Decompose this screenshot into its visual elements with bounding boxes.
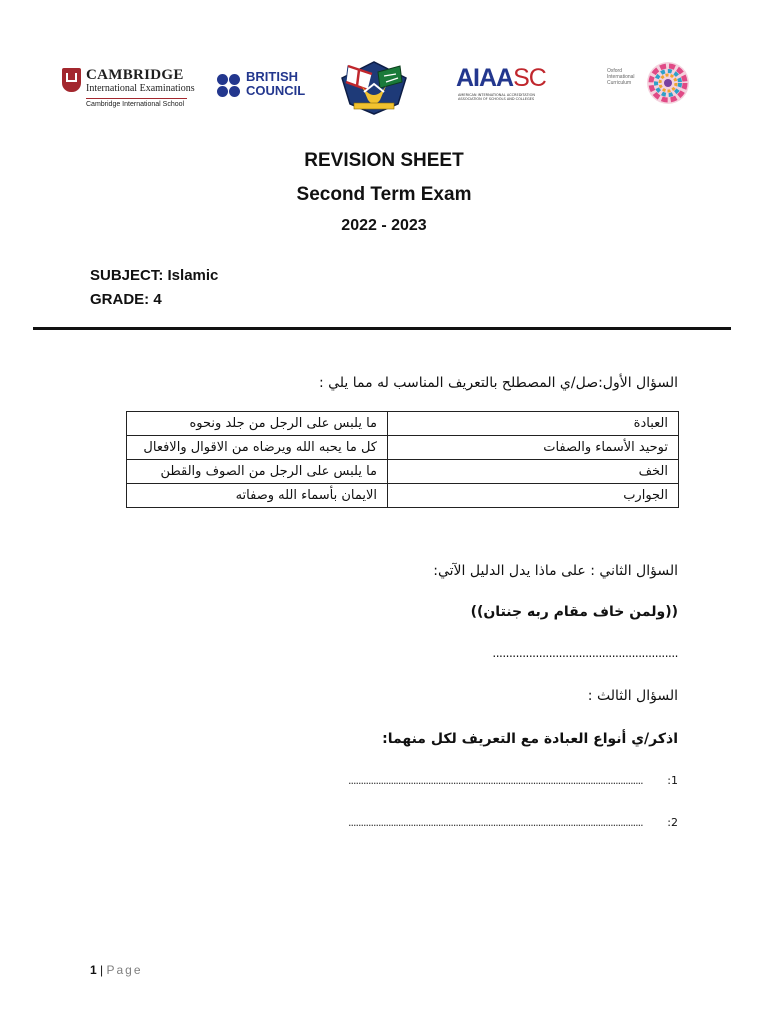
cambridge-divider	[86, 98, 187, 99]
page-footer	[90, 963, 143, 977]
page-label: Page	[106, 963, 143, 977]
subject-label: SUBJECT: Islamic	[90, 267, 219, 284]
british-council-dots-icon	[217, 72, 242, 99]
school-crest-icon	[334, 56, 414, 118]
aiaasc-wordmark: AIAASC	[456, 64, 546, 92]
answer-number-2: :2	[667, 816, 678, 829]
table-row	[127, 460, 679, 484]
answer-number-1: :1	[667, 774, 678, 787]
table-cell-definition: الايمان بأسماء الله وصفاته	[127, 484, 388, 508]
table-row	[127, 436, 679, 460]
question-2-prompt: السؤال الثاني : على ماذا يدل الدليل الآتي:	[433, 563, 678, 579]
question-1-prompt: السؤال الأول:صل/ي المصطلح بالتعريف المناسب له مما يلي :	[318, 375, 678, 391]
matching-table	[126, 411, 679, 508]
academic-year: 2022 - 2023	[341, 217, 427, 234]
grade-label: GRADE: 4	[90, 291, 162, 308]
footer-separator: |	[96, 963, 107, 977]
header-divider	[33, 327, 731, 330]
cambridge-school-name: Cambridge International School	[86, 101, 185, 108]
question-2-answer-line: ........................................................	[492, 646, 678, 660]
table-cell-definition: كل ما يحبه الله ويرضاه من الاقوال والافعال	[127, 436, 388, 460]
british-council-logo	[217, 70, 313, 104]
table-cell-definition: ما يلبس على الرجل من الصوف والقطن	[127, 460, 388, 484]
table-cell-term: الجوارب	[388, 484, 679, 508]
page-number: 1	[90, 963, 97, 977]
question-3-prompt: السؤال الثالث :	[587, 688, 678, 704]
table-row	[127, 412, 679, 436]
table-cell-definition: ما يلبس على الرجل من جلد ونحوه	[127, 412, 388, 436]
table-row	[127, 484, 679, 508]
oxford-curriculum-logo	[607, 60, 697, 104]
cambridge-subtitle: International Examinations	[86, 83, 195, 94]
cambridge-wordmark: CAMBRIDGE	[86, 67, 184, 83]
cambridge-logo	[62, 67, 195, 112]
table-cell-term: الخف	[388, 460, 679, 484]
answer-line-2: ...................................................................................................................... :2	[348, 816, 678, 829]
aiaasc-tagline: AMERICAN INTERNATIONAL ACCREDITATION ASSOCIATION OF SCHOOLS AND COLLEGES	[458, 93, 535, 101]
page-title: REVISION SHEET	[304, 150, 464, 171]
question-3-instruction: اذكر/ي أنواع العبادة مع التعريف لكل منهما:	[382, 731, 678, 747]
table-cell-term: توحيد الأسماء والصفات	[388, 436, 679, 460]
aiaasc-logo	[456, 66, 560, 106]
page-subtitle: Second Term Exam	[296, 184, 472, 205]
table-cell-term: العبادة	[388, 412, 679, 436]
cambridge-shield-icon	[62, 68, 81, 92]
british-council-wordmark: BRITISH COUNCIL	[246, 69, 306, 98]
question-2-verse: ((ولمن خاف مقام ربه جنتان))	[470, 604, 678, 620]
answer-line-1: ...................................................................................................................... :1	[348, 774, 678, 787]
rosette-emblem-icon	[643, 60, 693, 106]
logo-strip	[0, 56, 768, 116]
oxford-curriculum-text: Oxford International Curriculum	[607, 68, 635, 86]
